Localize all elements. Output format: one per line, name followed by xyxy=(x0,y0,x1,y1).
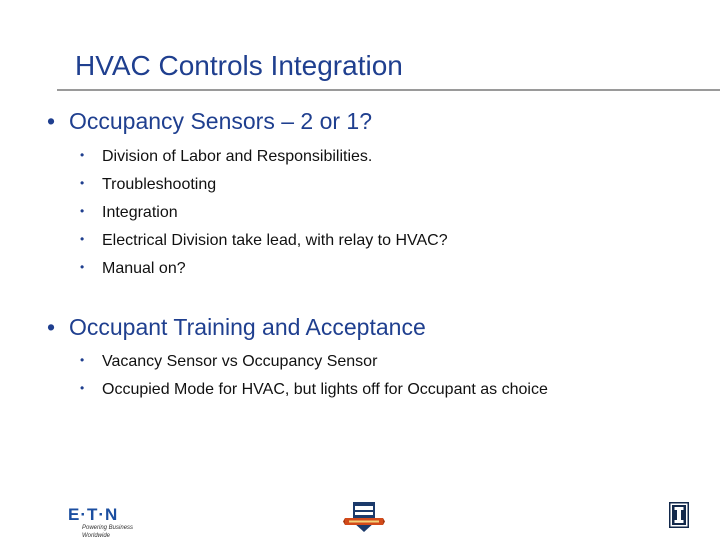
slide-title: HVAC Controls Integration xyxy=(75,50,403,81)
sub-bullet-item xyxy=(80,229,448,251)
illinois-block-i-icon xyxy=(669,502,689,528)
title-divider xyxy=(57,89,720,91)
bullet-item xyxy=(47,313,426,341)
sub-bullet-text: Electrical Division take lead, with relay to HVAC? xyxy=(102,232,448,249)
bullet-marker: • xyxy=(80,260,85,274)
bullet-marker: • xyxy=(80,176,85,190)
sub-bullet-item xyxy=(80,145,372,167)
eaton-tagline: Powering Business Worldwide xyxy=(82,525,134,539)
badge-logo-icon xyxy=(343,500,385,534)
bullet-marker: • xyxy=(47,314,56,340)
sub-bullet-text: Vacancy Sensor vs Occupancy Sensor xyxy=(102,353,378,370)
bullet-text: Occupancy Sensors – 2 or 1? xyxy=(69,108,372,134)
sub-bullet-text: Integration xyxy=(102,204,178,221)
sub-bullet-text: Division of Labor and Responsibilities. xyxy=(102,148,373,165)
bullet-marker: • xyxy=(80,232,85,246)
bullet-marker: • xyxy=(80,381,85,395)
sub-bullet-item xyxy=(80,350,377,372)
sub-bullet-text: Manual on? xyxy=(102,260,186,277)
sub-bullet-text: Troubleshooting xyxy=(102,176,217,193)
sub-bullet-item xyxy=(80,201,178,223)
sub-bullet-item xyxy=(80,257,186,279)
eaton-logo xyxy=(68,505,158,539)
bullet-item xyxy=(47,107,372,135)
sub-bullet-item xyxy=(80,173,216,195)
sub-bullet-item xyxy=(80,378,548,400)
bullet-marker: • xyxy=(80,204,85,218)
eaton-wordmark: E·T·N xyxy=(68,505,119,524)
sub-bullet-text: Occupied Mode for HVAC, but lights off for Occupant as choice xyxy=(102,381,548,398)
bullet-marker: • xyxy=(80,148,85,162)
bullet-text: Occupant Training and Acceptance xyxy=(69,314,426,340)
bullet-marker: • xyxy=(80,353,85,367)
bullet-marker: • xyxy=(47,108,56,134)
